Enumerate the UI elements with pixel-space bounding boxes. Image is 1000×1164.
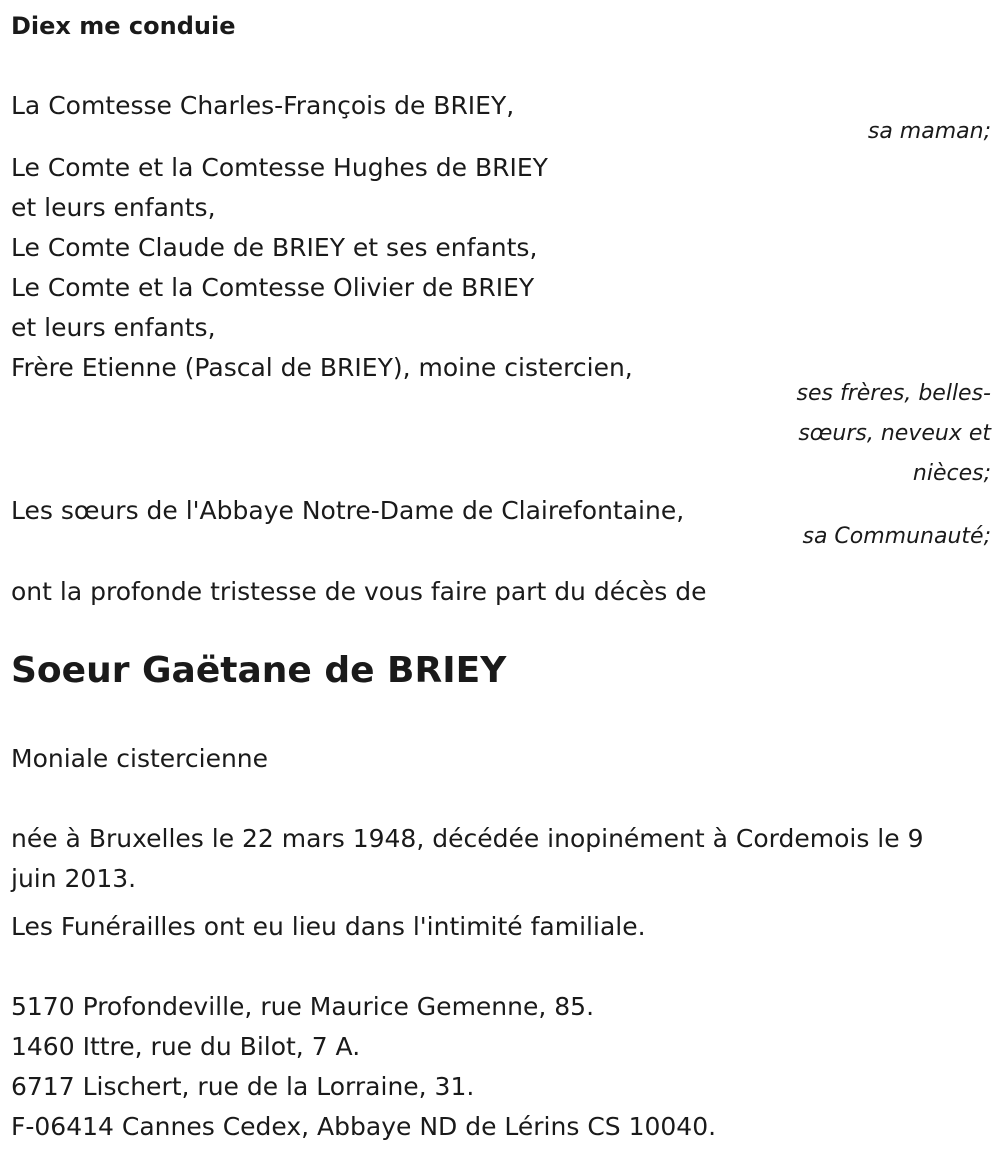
sibling-line: Frère Etienne (Pascal de BRIEY), moine cistercien, bbox=[11, 353, 633, 382]
sibling-line: Le Comte et la Comtesse Olivier de BRIEY bbox=[11, 273, 535, 302]
sibling-line: Le Comte Claude de BRIEY et ses enfants, bbox=[11, 233, 538, 262]
deceased-title: Moniale cistercienne bbox=[11, 744, 269, 773]
family-motto: Diex me conduie bbox=[11, 12, 236, 40]
address-line: F-06414 Cannes Cedex, Abbaye ND de Lérins CS 10040. bbox=[11, 1112, 717, 1141]
siblings-relation: ses frères, belles- bbox=[796, 381, 991, 406]
announcement-text: ont la profonde tristesse de vous faire part du décès de bbox=[11, 577, 707, 606]
sibling-line: et leurs enfants, bbox=[11, 193, 216, 222]
address-line: 6717 Lischert, rue de la Lorraine, 31. bbox=[11, 1072, 475, 1101]
sibling-line: Le Comte et la Comtesse Hughes de BRIEY bbox=[11, 153, 548, 182]
community-relation: sa Communauté; bbox=[802, 524, 991, 549]
mother-name: La Comtesse Charles-François de BRIEY, bbox=[11, 91, 515, 120]
deceased-name: Soeur Gaëtane de BRIEY bbox=[11, 650, 507, 691]
siblings-relation: nièces; bbox=[912, 461, 991, 486]
deceased-dates: née à Bruxelles le 22 mars 1948, décédée inopinément à Cordemois le 9 bbox=[11, 824, 924, 853]
sibling-line: et leurs enfants, bbox=[11, 313, 216, 342]
address-line: 5170 Profondeville, rue Maurice Gemenne, 85. bbox=[11, 992, 595, 1021]
address-line: 1460 Ittre, rue du Bilot, 7 A. bbox=[11, 1032, 361, 1061]
siblings-relation: sœurs, neveux et bbox=[798, 421, 991, 446]
deceased-dates-continued: juin 2013. bbox=[11, 864, 137, 893]
mother-relation: sa maman; bbox=[867, 119, 991, 144]
obituary-notice bbox=[11, 0, 991, 1164]
funeral-note: Les Funérailles ont eu lieu dans l'intimité familiale. bbox=[11, 912, 646, 941]
community-name: Les sœurs de l'Abbaye Notre-Dame de Clairefontaine, bbox=[11, 496, 685, 525]
